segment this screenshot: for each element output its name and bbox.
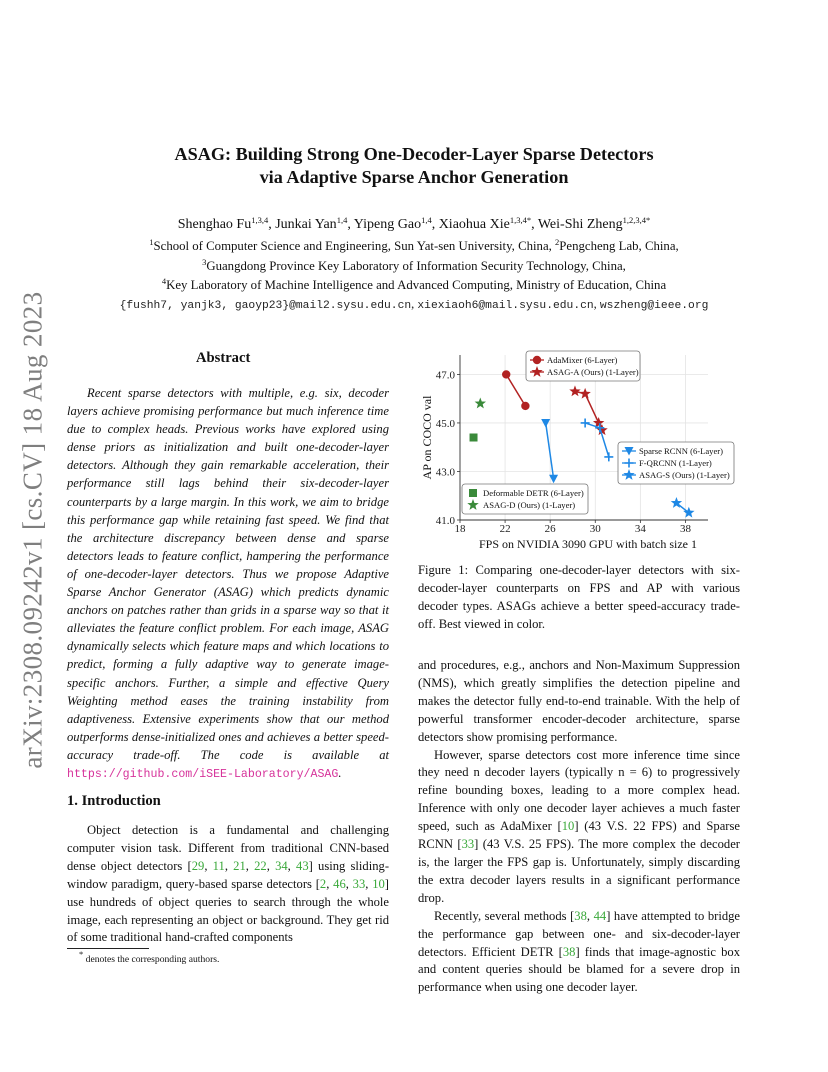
- legend-label: ASAG-S (Ours) (1-Layer): [639, 470, 730, 480]
- paragraph-text: and procedures, e.g., anchors and Non-Maximum Suppression (NMS), which greatly simplifies the detection pipeline and makes the detector fully end-to-end trainable. With the help of powerful transformer encoder-decoder architecture, sparse detectors show promising performance.: [418, 658, 740, 744]
- legend-label: ASAG-A (Ours) (1-Layer): [547, 367, 639, 377]
- author-emails: [0, 297, 828, 312]
- x-tick-label: 30: [589, 523, 601, 535]
- figure-1: [418, 345, 744, 555]
- abstract-heading: Abstract: [196, 350, 251, 366]
- affiliation-line-3: [0, 278, 828, 293]
- email-2: xiexiaoh6@mail.sysu.edu.cn: [417, 300, 594, 312]
- cite-sep: ,: [326, 876, 334, 891]
- affiliation-2: Pengcheng Lab, China,: [559, 239, 679, 253]
- title-line-2: via Adaptive Sparse Anchor Generation: [259, 167, 569, 187]
- author-name: Yipeng Gao: [353, 217, 422, 232]
- legend-marker: [469, 489, 477, 497]
- paragraph-text: ] finds that image-agnostic box and content queries should be blamed for a severe drop in performance when using one decoder layer.: [418, 944, 741, 995]
- citation-link[interactable]: 44: [593, 908, 607, 923]
- footnote-mark: *: [79, 949, 84, 959]
- citation-link[interactable]: 10: [561, 819, 575, 834]
- intro-text: ] use hundreds of object queries to search through the whole image, each representing an object or background. They get rid of some traditional hand-crafted components: [67, 876, 389, 945]
- x-tick-label: 34: [634, 523, 646, 535]
- cite-sep: ,: [287, 858, 297, 873]
- scatter-chart: [418, 345, 744, 555]
- legend-label: Deformable DETR (6-Layer): [483, 488, 584, 498]
- legend-marker: [533, 356, 541, 364]
- code-link[interactable]: https://github.com/iSEE-Laboratory/ASAG: [67, 767, 339, 781]
- footnote: [79, 949, 220, 965]
- paper-title: [0, 143, 828, 189]
- citation-link[interactable]: 33: [461, 837, 475, 852]
- paragraph-text: ] (43 V.S. 22 FPS) and Sparse RCNN [: [418, 819, 740, 852]
- author-list: [0, 217, 828, 233]
- author-name: Wei-Shi Zheng: [537, 217, 623, 232]
- author-affil-sup: 1,3,4*: [509, 215, 532, 225]
- citation-link[interactable]: 11: [212, 858, 225, 873]
- affil-sup: 1: [149, 237, 154, 247]
- author-affil-sup: 1,4: [421, 215, 432, 225]
- y-tick-label: 45.0: [435, 417, 455, 430]
- paragraph-text: Recently, several methods [: [434, 908, 575, 923]
- right-column-text: [418, 657, 740, 997]
- citation-link[interactable]: 38: [574, 908, 587, 923]
- citation-link[interactable]: 38: [562, 944, 576, 959]
- legend-label: ASAG-D (Ours) (1-Layer): [483, 500, 576, 510]
- paragraph-text: ] (43 V.S. 25 FPS). The more complex the decoder is, the larger the FPS gap is. Unfortunately, simply discarding the extra decoder layers results in a significant performance drop.: [418, 837, 740, 905]
- affil-sup: 2: [555, 237, 560, 247]
- author-sep: ,: [347, 217, 354, 232]
- cite-sep: ,: [365, 876, 373, 891]
- email-sep: ,: [593, 297, 600, 311]
- affiliation-line-2: [0, 259, 828, 274]
- data-point: [502, 370, 510, 378]
- abstract-text: Recent sparse detectors with multiple, e.g. six, decoder layers achieve promising performance but much inference time due to complex heads. Previous works have explored using dense priors as initialization and built one-decoder-layer detectors. Although they gain remarkable acceleration, their performance still lags behind their six-decoder-layer counterparts by a large margin. In this work, we aim to bridge this performance gap while retaining fast speed. We find that the architecture discrepancy between dense and sparse detectors leads to feature conflict, hampering the performance of one-decoder-layer detectors. Thus we propose Adaptive Sparse Anchor Generator (ASAG) which predicts dynamic anchors on patches rather than grids in a sparse way so that it alleviates the feature conflict problem. For each image, ASAG dynamically selects which feature maps and which locations to predict, forming a fully adaptive way to generate image-specific anchors. Further, a simple and effective Query Weighting method eases the training instability from adaptiveness. Extensive experiments show that our method outperforms dense-initialized ones and achieves a better speed-accuracy trade-off. The code is available at: [67, 386, 389, 762]
- cite-sep: ,: [345, 876, 353, 891]
- abstract-end: .: [338, 765, 342, 780]
- affiliation-3: Guangdong Province Key Laboratory of Information Security Technology, China,: [206, 259, 626, 273]
- email-sep: ,: [411, 297, 418, 311]
- y-tick-label: 41.0: [435, 515, 455, 527]
- affiliation-line-1: [0, 239, 828, 254]
- affil-sup: 4: [161, 276, 167, 286]
- citation-link[interactable]: 29: [191, 858, 205, 873]
- author-affil-sup: 1,4: [336, 215, 348, 225]
- affiliation-1: School of Computer Science and Engineering, Sun Yat-sen University, China,: [153, 239, 556, 253]
- citation-link[interactable]: 43: [296, 858, 309, 873]
- cite-sep: ,: [245, 858, 255, 873]
- x-tick-label: 38: [679, 523, 691, 535]
- y-axis-label: AP on COCO val: [420, 395, 434, 480]
- y-tick-label: 43.0: [435, 466, 455, 479]
- author-name: Xiaohua Xie: [438, 217, 510, 232]
- cite-sep: ,: [224, 858, 234, 873]
- paragraph: [418, 747, 740, 908]
- citation-link[interactable]: 21: [233, 858, 246, 873]
- figure-caption: Figure 1: Comparing one-decoder-layer detectors with six-decoder-layer counterparts on FPS and AP with various decoder types. ASAGs achieve a better speed-accuracy trade-off. Best viewed in color.: [418, 563, 740, 631]
- email-3: wszheng@ieee.org: [599, 300, 709, 312]
- title-line-1: ASAG: Building Strong One-Decoder-Layer Sparse Detectors: [174, 144, 654, 164]
- data-point: [521, 402, 529, 410]
- citation-link[interactable]: 33: [352, 876, 366, 891]
- intro-heading: 1. Introduction: [67, 793, 161, 809]
- intro-text: ] using sliding-window paradigm, query-based sparse detectors [: [67, 858, 390, 891]
- footnote-text: denotes the corresponding authors.: [83, 954, 220, 965]
- author-affil-sup: 1,3,4: [251, 215, 269, 225]
- paragraph: [418, 908, 740, 998]
- intro-text: Object detection is a fundamental and challenging computer vision task. Different from traditional CNN-based dense object detectors [: [67, 823, 389, 873]
- x-tick-label: 22: [499, 523, 511, 535]
- cite-sep: ,: [266, 858, 276, 873]
- affil-sup: 3: [202, 257, 207, 267]
- arxiv-side-label: arXiv:2308.09242v1 [cs.CV] 18 Aug 2023: [17, 291, 48, 769]
- author-name: Shenghao Fu: [177, 217, 252, 232]
- citation-link[interactable]: 2: [319, 876, 327, 891]
- data-point: [470, 434, 478, 442]
- cite-sep: ,: [204, 858, 213, 873]
- citation-link[interactable]: 46: [333, 876, 346, 891]
- paragraph: [418, 657, 740, 747]
- x-axis-label: FPS on NVIDIA 3090 GPU with batch size 1: [479, 537, 697, 551]
- intro-paragraph: [67, 822, 389, 947]
- affiliation-4: Key Laboratory of Machine Intelligence and Advanced Computing, Ministry of Education, China: [166, 278, 667, 292]
- legend-label: F-QRCNN (1-Layer): [639, 458, 712, 468]
- author-name: Junkai Yan: [275, 217, 337, 232]
- author-affil-sup: 1,2,3,4*: [622, 215, 651, 225]
- email-group: {fushh7, yanjk3, gaoyp23}@mail2.sysu.edu.cn: [119, 300, 412, 312]
- cite-sep: ,: [586, 908, 594, 923]
- abstract-body: [67, 384, 389, 784]
- paragraph-text: However, sparse detectors cost more inference time since they need n decoder layers (typically n = 6) to progressively refine bounding boxes, leading to a more complex head. Inference with only one decoder layer achieves a much faster speed, such as AdaMixer [: [418, 747, 740, 834]
- author-sep: ,: [268, 217, 276, 232]
- author-sep: ,: [431, 217, 439, 232]
- y-tick-label: 47.0: [435, 369, 455, 382]
- paragraph-text: ] have attempted to bridge the performance gap between one- and six-decoder-layer detectors. Efficient DETR [: [418, 908, 740, 959]
- citation-link[interactable]: 34: [275, 858, 288, 873]
- x-tick-label: 26: [544, 523, 556, 535]
- x-tick-label: 18: [454, 523, 466, 535]
- citation-link[interactable]: 10: [372, 876, 385, 891]
- legend-label: AdaMixer (6-Layer): [547, 355, 618, 365]
- citation-link[interactable]: 22: [254, 858, 267, 873]
- legend-label: Sparse RCNN (6-Layer): [639, 446, 724, 456]
- author-sep: ,: [531, 217, 538, 232]
